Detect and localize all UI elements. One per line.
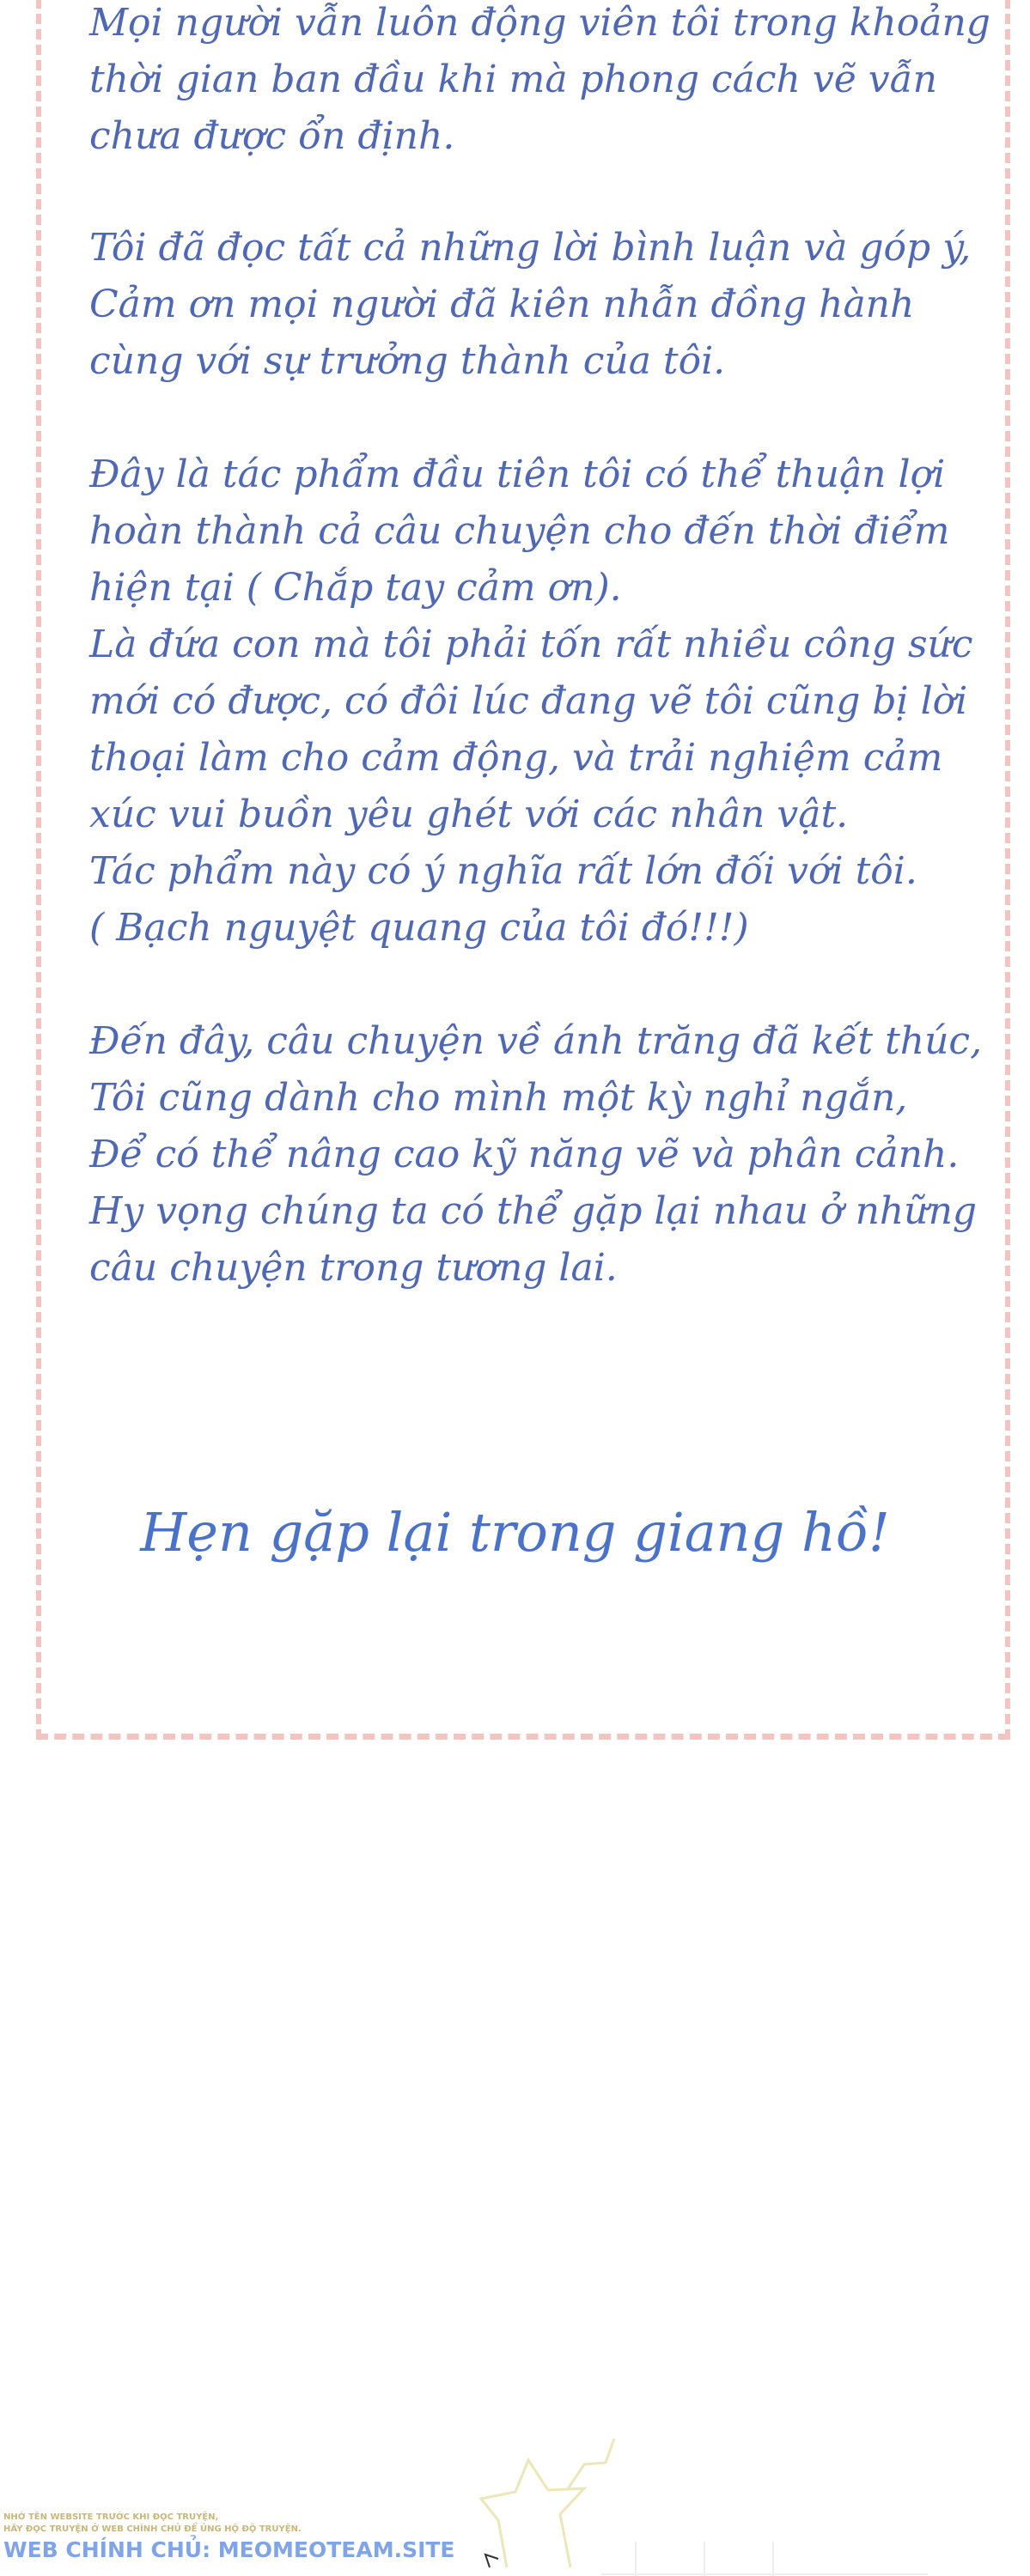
letter-line: Hy vọng chúng ta có thể gặp lại nhau ở những <box>89 1189 978 1233</box>
letter-line: Là đứa con mà tôi phải tốn rất nhiều công sức <box>89 623 973 666</box>
letter-paragraph-1 <box>89 0 990 165</box>
letter-paragraph-3 <box>89 447 983 957</box>
letter-line: Để có thể nâng cao kỹ năng vẽ và phân cảnh. <box>89 1133 960 1176</box>
letter-line: thời gian ban đầu khi mà phong cách vẽ vẫn <box>89 58 937 101</box>
watermark-note-2: HÃY ĐỌC TRUYỆN Ở WEB CHÍNH CHỦ ĐỂ ỦNG HỘ ĐỘ TRUYỆN. <box>3 2524 302 2534</box>
letter-line: thoại làm cho cảm động, và trải nghiệm cảm <box>89 736 943 780</box>
watermark-note-1: NHỚ TÊN WEBSITE TRƯỚC KHI ĐỌC TRUYỆN, <box>3 2512 219 2522</box>
letter-line: Cảm ơn mọi người đã kiên nhẫn đồng hành <box>89 283 915 326</box>
letter-paragraph-4 <box>89 1013 983 1297</box>
letter-line: ( Bạch nguyệt quang của tôi đó!!!) <box>89 906 749 950</box>
letter-line: hoàn thành cả câu chuyện cho đến thời điểm <box>89 509 950 553</box>
letter-line: chưa được ổn định. <box>89 114 455 158</box>
signoff-text: Hẹn gặp lại trong giang hồ! <box>140 1501 890 1564</box>
star-doodle-icon <box>464 2439 1014 2576</box>
letter-line: cùng với sự trưởng thành của tôi. <box>89 339 726 383</box>
letter-line: Tôi cũng dành cho mình một kỳ nghỉ ngắn, <box>89 1076 908 1120</box>
letter-line: câu chuyện trong tương lai. <box>89 1246 618 1290</box>
letter-line: Đây là tác phẩm đầu tiên tôi có thể thuận lợi <box>89 453 946 496</box>
watermark <box>3 2512 455 2565</box>
letter-line: hiện tại ( Chắp tay cảm ơn). <box>89 566 622 610</box>
letter-line: Mọi người vẫn luôn động viên tôi trong khoảng <box>89 1 990 45</box>
letter-paragraph-2 <box>89 220 983 390</box>
letter-line: xúc vui buồn yêu ghét với các nhân vật. <box>89 793 849 836</box>
watermark-site: WEB CHÍNH CHỦ: MEOMEOTEAM.SITE <box>3 2537 455 2562</box>
letter-line: Đến đây, câu chuyện về ánh trăng đã kết thúc, <box>89 1019 983 1063</box>
letter-line: Tôi đã đọc tất cả những lời bình luận và góp ý, <box>89 226 972 270</box>
letter-line: mới có được, có đôi lúc đang vẽ tôi cũng bị lời <box>89 679 968 723</box>
letter-line: Tác phẩm này có ý nghĩa rất lớn đối với tôi. <box>89 849 917 893</box>
